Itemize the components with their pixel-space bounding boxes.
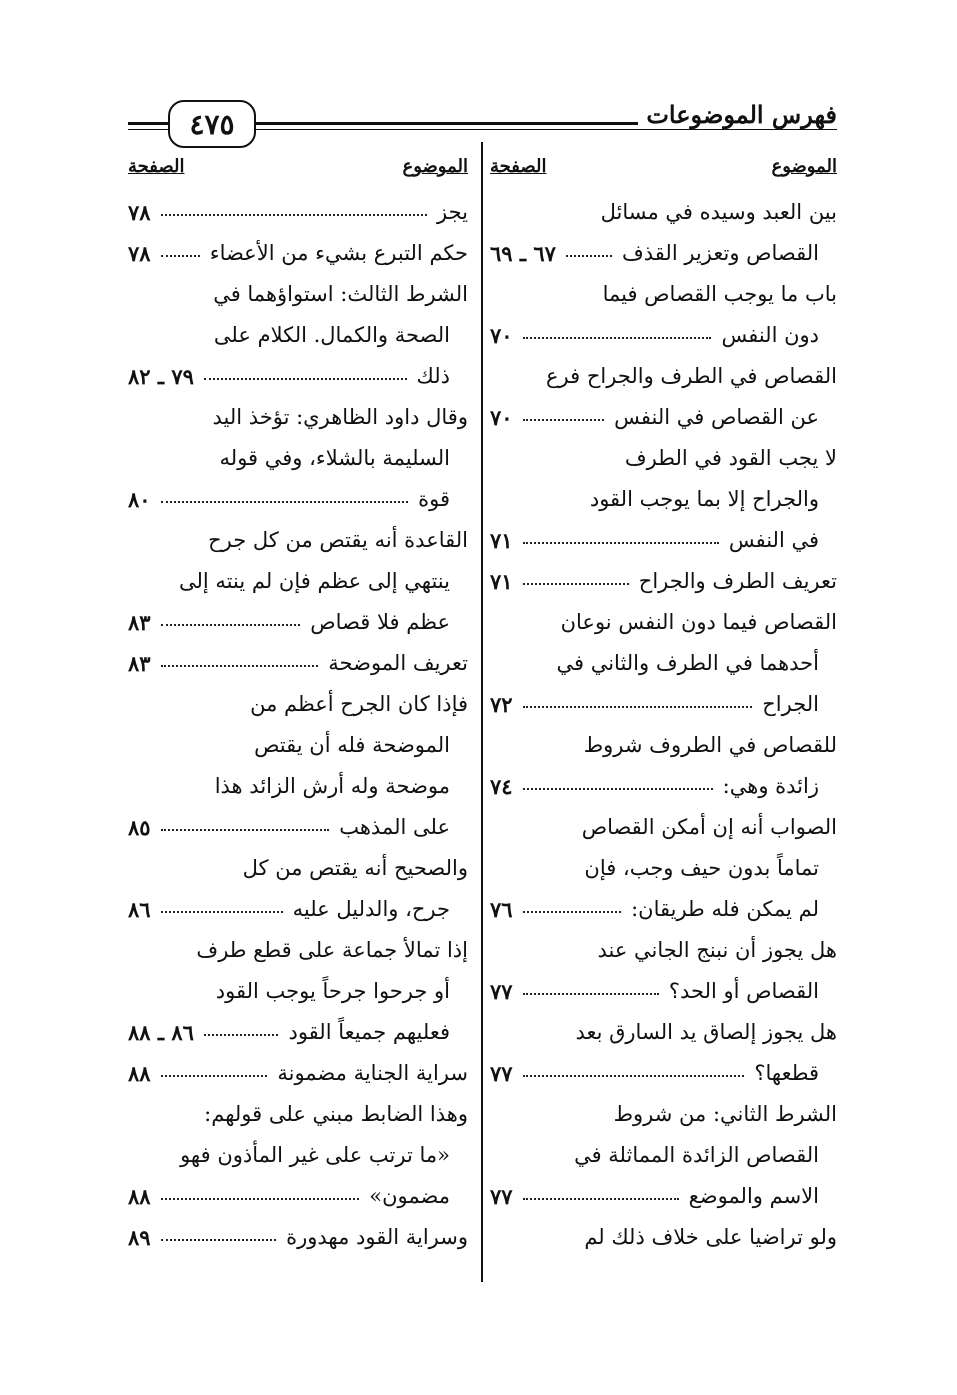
toc-entry-line <box>490 356 837 397</box>
dot-leader <box>523 542 719 544</box>
toc-entry-text: موضحة وله أرش الزائد هذا <box>214 774 450 798</box>
toc-entry-text: فعليهم جميعاً القود <box>288 1020 450 1044</box>
toc-entry-text: الشرط الثالث: استواؤهما في <box>213 282 468 306</box>
dot-leader <box>566 255 612 257</box>
dot-leader <box>161 624 300 626</box>
toc-entry-text: الصحة والكمال. الكلام على <box>213 323 450 347</box>
toc-entry-text: السليمة بالشلاء، وفي قوله <box>219 446 450 470</box>
dot-leader <box>523 1198 679 1200</box>
running-title: فهرس الموضوعات <box>638 100 837 129</box>
toc-page-number: ٧٧ <box>490 1184 513 1209</box>
toc-entry <box>490 356 837 438</box>
toc-entry-line <box>128 1135 468 1176</box>
toc-entry <box>128 1217 468 1258</box>
toc-entry-line <box>490 315 837 356</box>
toc-entry-line <box>128 602 468 643</box>
toc-entry <box>128 1094 468 1217</box>
toc-page-number: ٧٩ ـ ٨٢ <box>128 364 194 389</box>
page-number: ٤٧٥ <box>168 100 256 148</box>
toc-entry-text: زائدة وهي: <box>722 774 819 798</box>
toc-entry <box>128 684 468 848</box>
toc-entry-text: سراية الجناية مضمونة <box>277 1061 468 1085</box>
toc-page-number: ٧٨ <box>128 241 151 266</box>
toc-page-number: ٧٦ <box>490 897 513 922</box>
dot-leader <box>204 378 407 380</box>
toc-entry-line <box>128 725 468 766</box>
toc-entry-line <box>128 438 468 479</box>
toc-entry-line <box>128 971 468 1012</box>
toc-entry <box>128 520 468 643</box>
toc-entry-line <box>490 766 837 807</box>
toc-entry-text: فإذا كان الجرح أعظم من <box>250 692 468 716</box>
toc-entry-text: القصاص وتعزير القذف <box>622 241 819 265</box>
dot-leader <box>523 1075 744 1077</box>
toc-entry-line <box>490 643 837 684</box>
toc-entry <box>128 233 468 274</box>
toc-entry-text: قوة <box>418 487 450 511</box>
toc-entry-line <box>128 684 468 725</box>
toc-entry-line <box>490 397 837 438</box>
toc-page-number: ٧٧ <box>490 979 513 1004</box>
toc-entry-text: القصاص في الطرف والجراح فرع <box>546 364 837 388</box>
toc-entry-line <box>128 848 468 889</box>
toc-entry-line <box>490 438 837 479</box>
toc-entry-text: إذا تمالأ جماعة على قطع طرف <box>196 938 468 962</box>
topic-column-label: الموضوع <box>402 156 468 177</box>
column-divider <box>481 142 483 1282</box>
toc-entry-text: قطعها؟ <box>754 1061 819 1085</box>
toc-entry-line <box>490 725 837 766</box>
dot-leader <box>161 1239 276 1241</box>
toc-page-number: ٦٧ ـ ٦٩ <box>490 241 556 266</box>
toc-entry-line <box>128 930 468 971</box>
toc-entry <box>490 274 837 356</box>
topic-column-label: الموضوع <box>771 156 837 177</box>
dot-leader <box>161 665 318 667</box>
dot-leader <box>523 419 604 421</box>
toc-entry-text: القصاص أو الحد؟ <box>668 979 819 1003</box>
toc-entry-line <box>490 479 837 520</box>
toc-entry <box>128 274 468 397</box>
toc-entries <box>490 192 837 1258</box>
toc-entry-line <box>128 397 468 438</box>
toc-entry-text: لم يمكن فله طريقان: <box>631 897 819 921</box>
toc-entry-text: باب ما يوجب القصاص فيما <box>602 282 837 306</box>
toc-entry-text: الشرط الثاني: من شروط <box>613 1102 837 1126</box>
toc-entry <box>128 192 468 233</box>
toc-entry <box>128 397 468 520</box>
toc-entry-line <box>490 1012 837 1053</box>
dot-leader <box>161 214 427 216</box>
toc-entry-line <box>128 356 468 397</box>
toc-entry <box>490 438 837 561</box>
dot-leader <box>161 911 283 913</box>
toc-entry-text: على المذهب <box>339 815 450 839</box>
toc-entry-text: الموضحة فله أن يقتص <box>254 733 450 757</box>
toc-entry-line <box>128 1012 468 1053</box>
toc-entry-text: الصواب أنه إن أمكن القصاص <box>581 815 837 839</box>
toc-entry-text: والجراح إلا بما يوجب القود <box>589 487 819 511</box>
toc-page-number: ٧١ <box>490 528 513 553</box>
toc-entry-text: مضمون» <box>369 1184 450 1208</box>
dot-leader <box>161 1198 359 1200</box>
dot-leader <box>161 829 329 831</box>
toc-entry-text: الاسم والموضع <box>688 1184 819 1208</box>
dot-leader <box>523 706 752 708</box>
toc-entry <box>128 930 468 1053</box>
toc-entry-line <box>128 766 468 807</box>
toc-entry-line <box>490 971 837 1012</box>
toc-entry-text: وسراية القود مهدورة <box>286 1225 468 1249</box>
toc-entry-line <box>490 1053 837 1094</box>
toc-entry <box>128 848 468 930</box>
dot-leader <box>523 993 659 995</box>
toc-entry-text: الجراح <box>762 692 819 716</box>
toc-entry-line <box>490 930 837 971</box>
toc-entry-text: للقصاص في الطروف شروط <box>583 733 837 757</box>
toc-entry-text: أحدهما في الطرف والثاني في <box>556 651 819 675</box>
toc-entry-text: ينتهي إلى عظم فإن لم ينته إلى <box>179 569 450 593</box>
toc-page-number: ٨٣ <box>128 651 151 676</box>
toc-page-number: ٧٠ <box>490 323 513 348</box>
toc-entry-text: دون النفس <box>721 323 819 347</box>
toc-entry-text: القصاص الزائدة المماثلة في <box>574 1143 819 1167</box>
toc-entry-text: والصحيح أنه يقتص من كل <box>242 856 468 880</box>
toc-page-number: ٨٩ <box>128 1225 151 1250</box>
toc-entry-text: جرح، والدليل عليه <box>292 897 450 921</box>
toc-entry-text: عن القصاص في النفس <box>614 405 819 429</box>
toc-entry <box>128 1053 468 1094</box>
toc-entry-text: لا يجب القود في الطرف <box>624 446 837 470</box>
toc-entry-text: يجز <box>437 200 468 224</box>
toc-page-number: ٧٤ <box>490 774 513 799</box>
toc-entry-line <box>128 1176 468 1217</box>
toc-entry-line <box>128 274 468 315</box>
toc-entry-line <box>128 1053 468 1094</box>
toc-page-number: ٨٣ <box>128 610 151 635</box>
dot-leader <box>523 788 713 790</box>
page-column-label: الصفحة <box>490 156 547 177</box>
toc-entry-text: ذلك <box>416 364 450 388</box>
toc-entry-line <box>490 1217 837 1258</box>
toc-entry <box>490 1094 837 1217</box>
toc-entry-text: ولو تراضيا على خلاف ذلك لم <box>584 1225 837 1249</box>
toc-entry-line <box>490 233 837 274</box>
toc-page-number: ٧٧ <box>490 1061 513 1086</box>
toc-entry-text: القاعدة أنه يقتص من كل جرح <box>208 528 468 552</box>
toc-entry-line <box>128 520 468 561</box>
toc-entry-text: تعريف الموضحة <box>328 651 468 675</box>
dot-leader <box>161 1075 267 1077</box>
toc-entry-line <box>490 602 837 643</box>
toc-entry <box>128 643 468 684</box>
page-column-label: الصفحة <box>128 156 185 177</box>
toc-entry-line <box>128 233 468 274</box>
dot-leader <box>161 501 408 503</box>
toc-page-number: ٨٠ <box>128 487 151 512</box>
toc-entry <box>490 1012 837 1094</box>
dot-leader <box>161 255 200 257</box>
toc-page-number: ٨٥ <box>128 815 151 840</box>
dot-leader <box>523 911 621 913</box>
toc-entry-text: هل يجوز أن نبنج الجاني عند <box>597 938 837 962</box>
toc-entry-text: تماماً بدون حيف وجب، فإن <box>584 856 819 880</box>
toc-entry-line <box>490 274 837 315</box>
toc-page-number: ٧٢ <box>490 692 513 717</box>
toc-entry-text: تعريف الطرف والجراح <box>638 569 837 593</box>
toc-column-left <box>128 152 468 1258</box>
toc-entry-line <box>128 192 468 233</box>
toc-entry-line <box>490 889 837 930</box>
dot-leader <box>523 583 629 585</box>
toc-entry-line <box>128 1094 468 1135</box>
toc-entry <box>490 192 837 274</box>
toc-entry-text: في النفس <box>728 528 819 552</box>
toc-entry-line <box>490 848 837 889</box>
toc-entry <box>490 602 837 725</box>
toc-entry <box>490 561 837 602</box>
toc-page-number: ٨٨ <box>128 1061 151 1086</box>
toc-entry-line <box>128 315 468 356</box>
toc-entry-line <box>490 807 837 848</box>
toc-entry-text: بين العبد وسيده في مسائل <box>600 200 837 224</box>
toc-entry-line <box>490 192 837 233</box>
column-header <box>128 152 468 192</box>
toc-page-number: ٨٦ ـ ٨٨ <box>128 1020 194 1045</box>
toc-entry-text: وقال داود الظاهري: تؤخذ اليد <box>212 405 468 429</box>
toc-entry-text: «ما ترتب على غير المأذون فهو <box>180 1143 450 1167</box>
toc-entry-line <box>490 1176 837 1217</box>
toc-entry-text: عظم فلا قصاص <box>310 610 450 634</box>
toc-entries <box>128 192 468 1258</box>
toc-entry-line <box>490 1135 837 1176</box>
toc-entry-line <box>490 561 837 602</box>
toc-entry-line <box>128 1217 468 1258</box>
toc-page-number: ٧٨ <box>128 200 151 225</box>
toc-page-number: ٧١ <box>490 569 513 594</box>
toc-entry-line <box>490 1094 837 1135</box>
toc-entry-line <box>128 561 468 602</box>
toc-page-number: ٨٨ <box>128 1184 151 1209</box>
dot-leader <box>204 1034 278 1036</box>
toc-entry <box>490 930 837 1012</box>
toc-entry <box>490 807 837 930</box>
column-header <box>490 152 837 192</box>
dot-leader <box>523 337 711 339</box>
toc-entry-text: هل يجوز إلصاق يد السارق بعد <box>575 1020 837 1044</box>
toc-page-number: ٨٦ <box>128 897 151 922</box>
toc-entry-text: أو جرحوا جرحاً يوجب القود <box>215 979 450 1003</box>
toc-entry-line <box>128 889 468 930</box>
toc-entry-text: القصاص فيما دون النفس نوعان <box>560 610 837 634</box>
toc-entry-line <box>490 520 837 561</box>
toc-entry-line <box>128 643 468 684</box>
toc-column-right <box>490 152 837 1258</box>
toc-entry-line <box>128 479 468 520</box>
toc-page-number: ٧٠ <box>490 405 513 430</box>
toc-entry <box>490 1217 837 1258</box>
toc-entry-text: حكم التبرع بشيء من الأعضاء <box>209 241 468 265</box>
toc-entry-text: وهذا الضابط مبني على قولهم: <box>204 1102 468 1126</box>
toc-entry-line <box>490 684 837 725</box>
toc-entry-line <box>128 807 468 848</box>
toc-entry <box>490 725 837 807</box>
